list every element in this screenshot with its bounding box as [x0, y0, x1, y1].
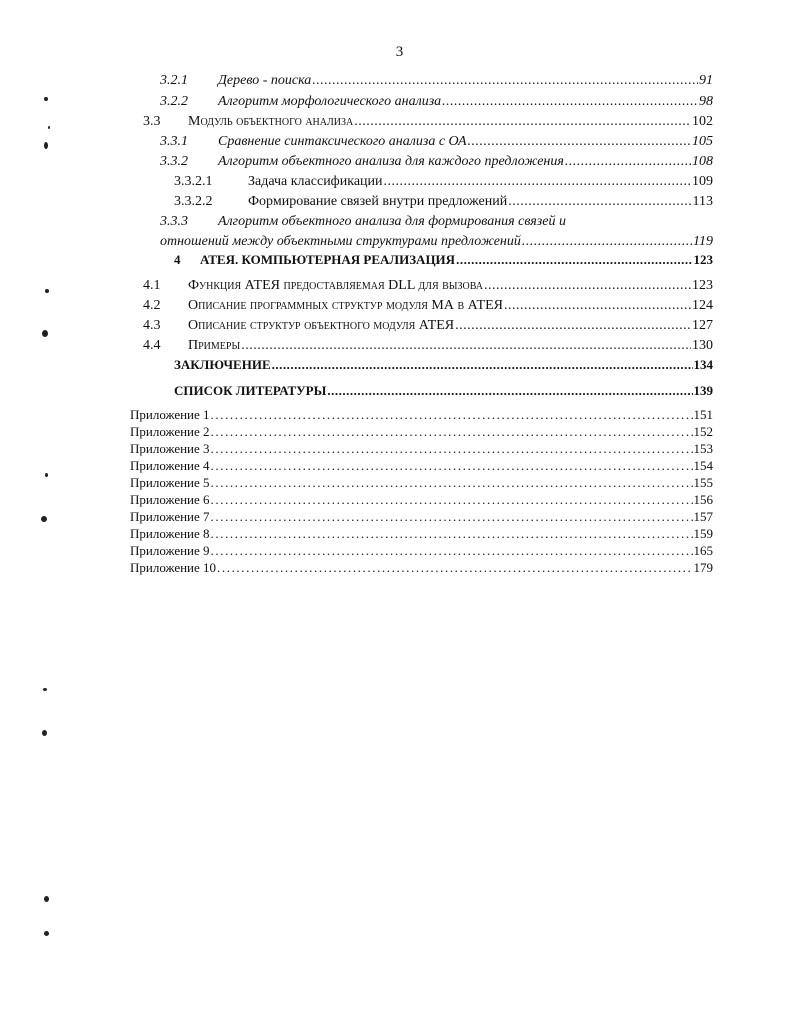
toc-page: 157 [693, 509, 713, 524]
toc-number: 3.2.2 [160, 94, 188, 109]
speck-mark [45, 473, 48, 477]
toc-title: Функция АТЕЯ предоставляемая DLL для вызова [188, 278, 484, 293]
toc-entry-3-3-2-2[interactable] [174, 193, 713, 210]
toc-leader [442, 93, 698, 110]
toc-number: 3.2.1 [160, 73, 188, 88]
toc-page: 152 [693, 424, 713, 439]
toc-leader [508, 193, 691, 210]
toc-page: 123 [693, 252, 713, 267]
toc-page: 179 [693, 560, 713, 575]
toc-page: 127 [692, 318, 713, 333]
toc-page: 98 [699, 94, 713, 109]
toc-title: Приложение 1 [130, 407, 210, 422]
toc-title: Приложение 5 [130, 475, 210, 490]
toc-number: 3.3.2.2 [174, 194, 213, 209]
speck-mark [44, 97, 48, 101]
toc-title: отношений между объектными структурами предложений [160, 234, 521, 249]
toc-number: 4.1 [143, 278, 161, 293]
toc-appendix-6[interactable] [130, 492, 713, 508]
toc-entry-3-3-3-line1[interactable] [160, 213, 566, 230]
toc-leader [211, 543, 693, 559]
toc-entry-conclusion[interactable] [174, 356, 713, 373]
toc-leader [217, 560, 692, 576]
toc-page: 105 [692, 134, 713, 149]
toc-number: 4.4 [143, 338, 161, 353]
toc-page: 124 [692, 298, 713, 313]
toc-page: 130 [692, 338, 713, 353]
toc-appendix-1[interactable] [130, 407, 713, 423]
toc-page: 154 [693, 458, 713, 473]
toc-title: Приложение 2 [130, 424, 210, 439]
toc-page: 113 [692, 194, 713, 209]
toc-appendix-5[interactable] [130, 475, 713, 491]
toc-page: 108 [692, 154, 713, 169]
toc-page: 165 [693, 543, 713, 558]
toc-entry-4[interactable] [174, 251, 713, 268]
toc-leader [484, 277, 691, 294]
toc-title: СПИСОК ЛИТЕРАТУРЫ [174, 383, 327, 398]
speck-mark [44, 896, 49, 902]
toc-title: Дерево - поиска [218, 73, 312, 88]
toc-appendix-3[interactable] [130, 441, 713, 457]
toc-entry-3-3-1[interactable] [160, 133, 713, 150]
toc-number: 3.3.1 [160, 134, 188, 149]
toc-title: Приложение 10 [130, 560, 217, 575]
toc-title: ЗАКЛЮЧЕНИЕ [174, 357, 271, 372]
toc-entry-3-2-1[interactable] [160, 72, 713, 89]
toc-leader [455, 317, 691, 334]
toc-number: 4 [174, 252, 181, 267]
toc-title: Примеры [188, 338, 241, 353]
toc-page: 151 [693, 407, 713, 422]
toc-entry-3-3-2-1[interactable] [174, 173, 713, 190]
speck-mark [43, 688, 47, 691]
toc-leader [354, 113, 691, 130]
toc-title: Сравнение синтаксического анализа с ОА [218, 134, 467, 149]
speck-mark [45, 289, 49, 293]
toc-title: Алгоритм объектного анализа для каждого предложения [218, 154, 564, 169]
toc-page: 155 [693, 475, 713, 490]
toc-leader [211, 407, 693, 423]
toc-title: Приложение 9 [130, 543, 210, 558]
toc-leader [211, 492, 693, 508]
toc-page: 123 [692, 278, 713, 293]
toc-title: Описание структур объектного модуля АТЕЯ [188, 318, 455, 333]
toc-page: 134 [693, 357, 713, 372]
toc-entry-4-4[interactable] [143, 337, 713, 354]
toc-title: Приложение 6 [130, 492, 210, 507]
toc-leader [468, 133, 691, 150]
toc-leader [241, 337, 691, 354]
toc-entry-references[interactable] [174, 382, 713, 399]
toc-title: Приложение 4 [130, 458, 210, 473]
toc-appendix-8[interactable] [130, 526, 713, 542]
toc-number: 4.2 [143, 298, 161, 313]
toc-leader [211, 458, 693, 474]
toc-page: 119 [693, 234, 713, 249]
toc-leader [211, 424, 693, 440]
toc-number: 3.3.3 [160, 214, 188, 229]
speck-mark [44, 931, 49, 936]
toc-leader [211, 475, 693, 491]
toc-title: Описание программных структур модуля МА в АТЕЯ [188, 298, 503, 313]
speck-mark [42, 330, 48, 337]
toc-number: 3.3.2 [160, 154, 188, 169]
toc-entry-4-3[interactable] [143, 317, 713, 334]
toc-leader [522, 233, 692, 250]
toc-leader [211, 509, 693, 525]
toc-appendix-7[interactable] [130, 509, 713, 525]
toc-entry-3-3-3-line2[interactable] [160, 233, 713, 250]
toc-title: Приложение 8 [130, 526, 210, 541]
toc-leader [565, 153, 691, 170]
toc-entry-3-3-2[interactable] [160, 153, 713, 170]
toc-entry-3-2-2[interactable] [160, 93, 713, 110]
toc-title: Алгоритм объектного анализа для формирования связей и [218, 214, 566, 229]
toc-title: АТЕЯ. КОМПЬЮТЕРНАЯ РЕАЛИЗАЦИЯ [200, 252, 456, 267]
toc-title: Приложение 7 [130, 509, 210, 524]
toc-leader [504, 297, 691, 314]
toc-number: 4.3 [143, 318, 161, 333]
toc-appendix-4[interactable] [130, 458, 713, 474]
toc-title: Алгоритм морфологического анализа [218, 94, 442, 109]
toc-title: Задача классификации [248, 174, 383, 189]
toc-entry-3-3[interactable] [143, 113, 713, 130]
toc-leader [456, 251, 692, 268]
toc-leader [272, 356, 693, 373]
toc-appendix-10[interactable] [130, 560, 713, 576]
toc-page: 159 [693, 526, 713, 541]
speck-mark [44, 142, 48, 149]
toc-leader [211, 441, 693, 457]
toc-page: 153 [693, 441, 713, 456]
toc-leader [384, 173, 691, 190]
toc-page: 91 [699, 73, 713, 88]
toc-number: 3.3.2.1 [174, 174, 213, 189]
page-number: 3 [395, 44, 404, 60]
toc-page: 156 [693, 492, 713, 507]
toc-page: 109 [692, 174, 713, 189]
toc-appendix-9[interactable] [130, 543, 713, 559]
toc-leader [312, 72, 698, 89]
toc-title: Формирование связей внутри предложений [248, 194, 508, 209]
speck-mark [42, 730, 47, 736]
toc-title: Приложение 3 [130, 441, 210, 456]
toc-entry-4-1[interactable] [143, 277, 713, 294]
toc-entry-4-2[interactable] [143, 297, 713, 314]
toc-page: 139 [693, 383, 713, 398]
toc-title: Модуль объектного анализа [188, 114, 354, 129]
speck-mark [48, 126, 50, 129]
speck-mark [41, 516, 47, 522]
toc-page: 102 [692, 114, 713, 129]
toc-appendix-2[interactable] [130, 424, 713, 440]
toc-number: 3.3 [143, 114, 161, 129]
toc-leader [211, 526, 693, 542]
toc-leader [327, 382, 692, 399]
